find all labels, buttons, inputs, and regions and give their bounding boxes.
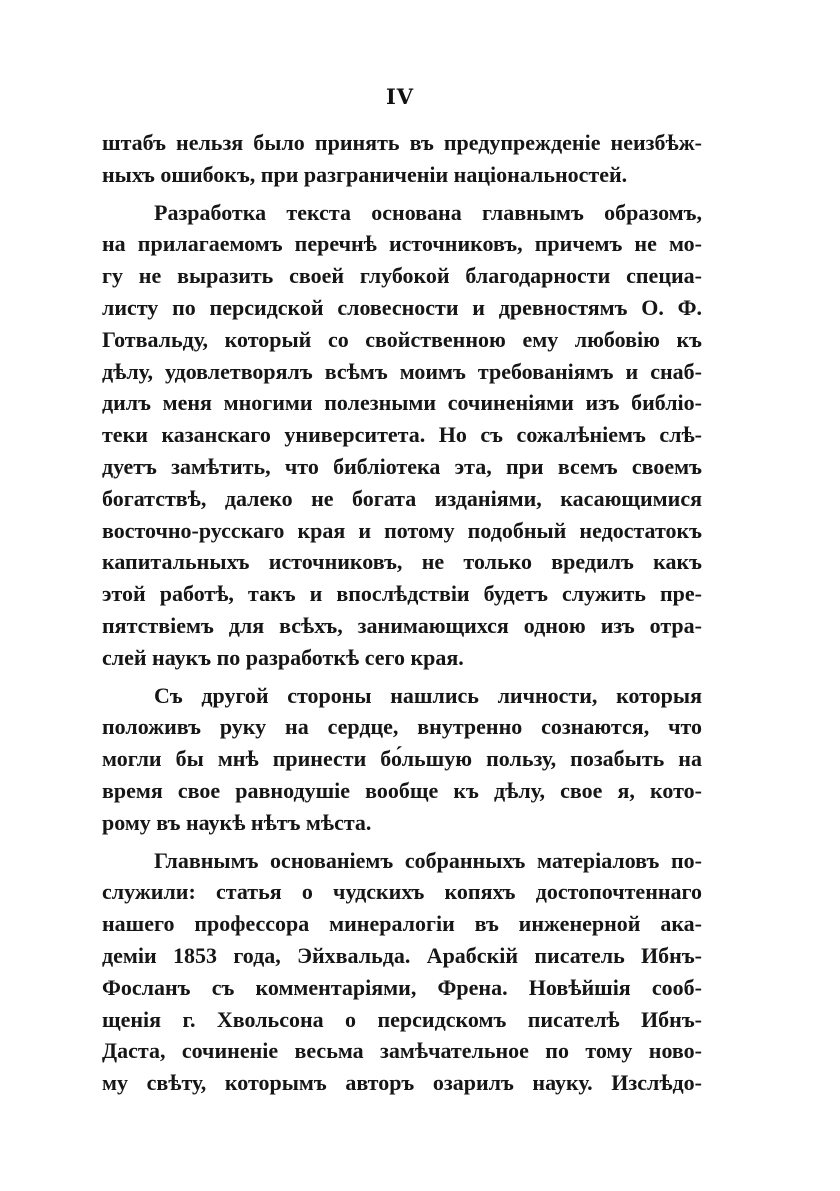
text-line: нашего профессора минералогіи въ инженерной ака- <box>102 911 702 937</box>
text-line: капитальныхъ источниковъ, не только вредилъ какъ <box>102 549 702 575</box>
body-text <box>102 127 702 1099</box>
text-line: богатствѣ, далеко не богата изданіями, касающимися <box>102 485 702 511</box>
text-line: дѣлу, удовлетворялъ всѣмъ моимъ требованіямъ и снаб- <box>102 358 702 384</box>
text-line: дуетъ замѣтить, что библіотека эта, при всемъ своемъ <box>102 453 702 479</box>
text-line: этой работѣ, такъ и впослѣдствіи будетъ служить пре- <box>102 581 702 607</box>
text-line: слей наукъ по разработкѣ сего края. <box>102 644 464 670</box>
text-line: Фосланъ съ комментаріями, Френа. Новѣйшія сооб- <box>102 974 702 1000</box>
text-line: служили: статья о чудскихъ копяхъ достопочтеннаго <box>102 879 702 905</box>
text-line: Съ другой стороны нашлись личности, которыя <box>154 682 702 708</box>
text-line: Главнымъ основаніемъ собранныхъ матеріаловъ по- <box>154 847 702 873</box>
text-line: листу по персидской словесности и древностямъ О. Ф. <box>102 294 702 320</box>
text-line: могли бы мнѣ принести бо́льшую пользу, позабыть на <box>102 746 702 772</box>
text-line: Разработка текста основана главнымъ образомъ, <box>154 199 702 225</box>
text-line: рому въ наукѣ нѣтъ мѣста. <box>102 809 372 835</box>
text-line: Даста, сочиненіе весьма замѣчательное по тому ново- <box>102 1038 702 1064</box>
paragraph <box>102 127 702 191</box>
text-line: ныхъ ошибокъ, при разграниченіи національностей. <box>102 161 628 187</box>
paragraph <box>102 845 702 1099</box>
page-number: IV <box>385 84 415 109</box>
text-line: на прилагаемомъ перечнѣ источниковъ, причемъ не мо- <box>102 231 702 257</box>
paragraph <box>102 197 702 674</box>
text-line: штабъ нельзя было принять въ предупрежденіе неизбѣж- <box>102 130 702 155</box>
text-line: время свое равнодушіе вообще къ дѣлу, свое я, кото- <box>102 777 702 803</box>
text-line: му свѣту, которымъ авторъ озарилъ науку. Изслѣдо- <box>102 1070 702 1096</box>
text-line: щенія г. Хвольсона о персидскомъ писателѣ Ибнъ- <box>102 1006 702 1032</box>
paragraph <box>102 680 702 839</box>
text-line: положивъ руку на сердце, внутренно сознаются, что <box>102 714 702 740</box>
text-line: пятствіемъ для всѣхъ, занимающихся одною изъ отра- <box>102 612 702 638</box>
text-line: деміи 1853 года, Эйхвальда. Арабскій писатель Ибнъ- <box>102 942 702 968</box>
text-line: Готвальду, который со свойственною ему любовію къ <box>102 326 702 352</box>
text-line: дилъ меня многими полезными сочиненіями изъ библіо- <box>102 390 702 416</box>
text-line: теки казанскаго университета. Но съ сожалѣніемъ слѣ- <box>102 422 702 448</box>
text-line: восточно-русскаго края и потому подобный недостатокъ <box>102 517 702 543</box>
text-line: гу не выразить своей глубокой благодарности специа- <box>102 263 702 289</box>
